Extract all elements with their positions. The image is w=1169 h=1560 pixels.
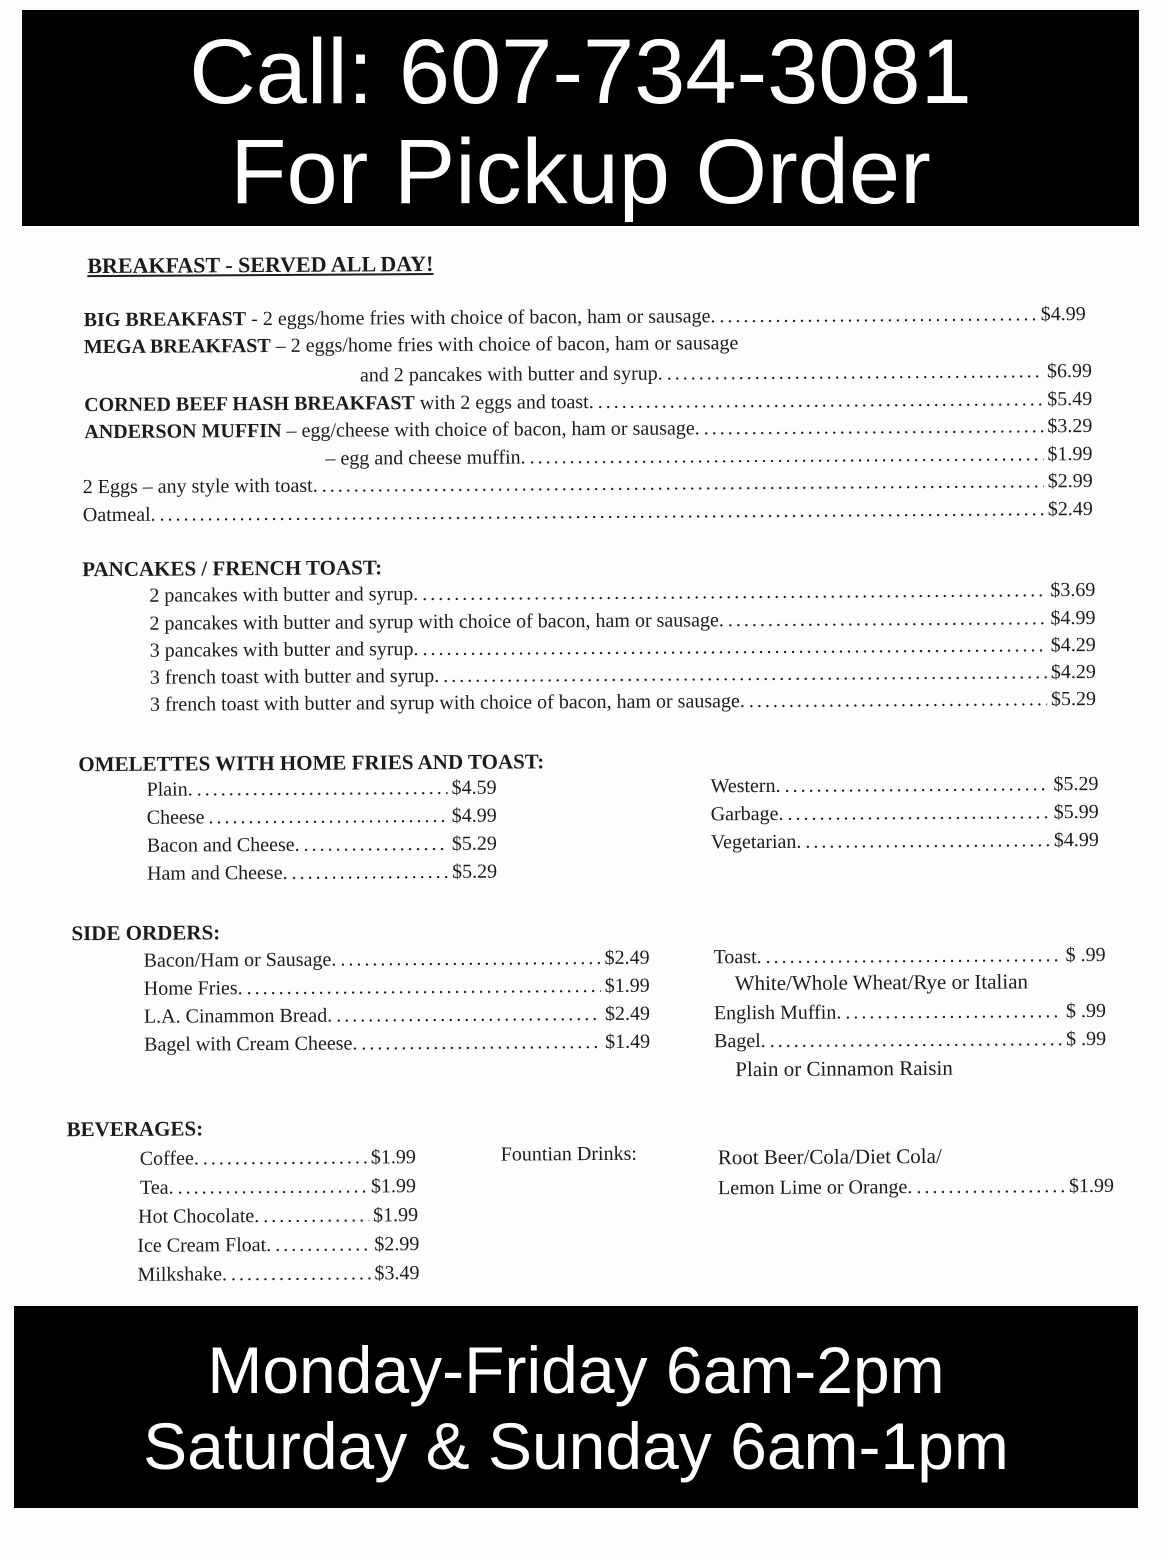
weekday-hours-text: Monday-Friday 6am-2pm [207, 1333, 945, 1407]
item-desc: 2 pancakes with butter and syrup. [149, 583, 419, 607]
leader-dots [336, 1001, 601, 1029]
menu-item [713, 942, 1105, 970]
item-desc: with 2 eggs and toast. [414, 391, 594, 415]
leader-dots [203, 1144, 367, 1171]
item-desc: – egg/cheese with choice of bacon, ham or sausage. [281, 417, 700, 442]
leader-dots [749, 686, 1047, 714]
item-price: $4.99 [1040, 303, 1086, 326]
fountain-drinks-flavors: Root Beer/Cola/Diet Cola/ [717, 1143, 942, 1170]
item-desc: Tea. [139, 1176, 174, 1199]
leader-dots [361, 1029, 601, 1056]
menu-item [360, 358, 1092, 388]
menu-item [149, 577, 1095, 609]
menu-item [84, 332, 739, 359]
omelettes-heading: OMELETTES WITH HOME FRIES AND TOAST: [78, 749, 545, 777]
menu-item [144, 945, 650, 974]
leader-dots [787, 799, 1049, 827]
menu-item [714, 1026, 1106, 1054]
menu-item [147, 803, 497, 831]
menu-item [146, 775, 496, 803]
item-desc: Plain. [146, 778, 193, 801]
hours-banner [14, 1306, 1138, 1508]
item-price: $1.49 [605, 1030, 651, 1053]
menu-item [83, 468, 1093, 500]
item-desc: Bagel. [714, 1029, 766, 1053]
menu-item [710, 771, 1098, 799]
item-desc: - 2 eggs/home fries with choice of bacon, ham or sausage. [246, 305, 716, 331]
leader-dots [291, 859, 448, 886]
item-desc: Toast. [713, 946, 762, 969]
menu-item [140, 1144, 416, 1172]
phone-number-text: Call: 607-734-3081 [189, 21, 972, 123]
item-price: $4.29 [1050, 633, 1096, 657]
item-price: $4.29 [1050, 660, 1096, 684]
leader-dots [340, 945, 600, 973]
menu-item [84, 413, 1092, 445]
leader-dots [322, 468, 1044, 498]
menu-item [718, 1173, 1114, 1201]
item-desc: Ice Cream Float. [137, 1234, 272, 1257]
pancakes-heading: PANCAKES / FRENCH TOAST: [82, 555, 383, 582]
menu-item [137, 1231, 419, 1259]
item-desc: Vegetarian. [710, 830, 802, 854]
item-price: $ .99 [1065, 943, 1106, 967]
leader-dots [231, 1260, 371, 1287]
item-desc: – egg and cheese muffin. [325, 446, 526, 470]
item-price: $1.99 [373, 1204, 419, 1227]
leader-dots [805, 827, 1050, 854]
leader-dots [247, 973, 601, 1001]
leader-dots [197, 775, 448, 803]
menu-item [144, 1001, 650, 1030]
leader-dots [422, 632, 1046, 662]
menu-item [140, 1173, 416, 1201]
item-price: $5.29 [1053, 772, 1099, 796]
item-price: $1.99 [1068, 1174, 1115, 1198]
leader-dots [845, 998, 1062, 1025]
leader-dots [443, 659, 1047, 689]
menu-item [150, 686, 1096, 718]
item-price: $5.29 [451, 832, 497, 855]
leader-dots [160, 496, 1044, 527]
item-desc: Milkshake. [137, 1263, 228, 1286]
item-price: $3.69 [1050, 578, 1096, 602]
item-price: $ .99 [1066, 1027, 1107, 1051]
menu-item [711, 799, 1099, 827]
leader-dots [766, 942, 1062, 970]
item-price: $ .99 [1065, 999, 1106, 1023]
leader-dots [275, 1231, 370, 1258]
item-desc: Garbage. [710, 802, 784, 826]
item-price: $1.99 [370, 1146, 416, 1169]
menu-item [137, 1260, 419, 1288]
menu-item [138, 1202, 418, 1230]
item-desc: 3 pancakes with butter and syrup. [149, 638, 419, 662]
menu-item [711, 827, 1099, 855]
menu-item [147, 859, 497, 887]
item-name: ANDERSON MUFFIN [84, 419, 282, 444]
item-desc: L.A. Cinammon Bread. [143, 1004, 333, 1028]
leader-dots [916, 1173, 1065, 1200]
item-desc: 3 french toast with butter and syrup. [149, 664, 440, 689]
item-price: $3.49 [374, 1262, 420, 1285]
item-price: $2.99 [1047, 469, 1093, 493]
leader-dots [530, 441, 1044, 470]
item-desc: 2 pancakes with butter and syrup with choice of bacon, ham or sausage. [149, 609, 724, 635]
leader-dots [728, 605, 1047, 633]
item-desc: and 2 pancakes with butter and syrup. [359, 362, 663, 387]
menu-item [147, 831, 497, 859]
item-price: $1.99 [1047, 442, 1093, 466]
item-price: $5.49 [1047, 387, 1093, 411]
item-price: $1.99 [370, 1175, 417, 1198]
item-price: $6.99 [1046, 359, 1093, 383]
menu-item [714, 998, 1106, 1026]
item-price: $3.29 [1047, 414, 1093, 438]
pickup-order-text: For Pickup Order [230, 121, 931, 223]
item-note: Plain or Cinnamon Raisin [735, 1055, 953, 1082]
menu-item [144, 1029, 650, 1058]
item-price: $5.29 [1050, 687, 1097, 711]
weekend-hours-text: Saturday & Sunday 6am-1pm [143, 1409, 1009, 1483]
item-desc: Hot Chocolate. [138, 1205, 260, 1228]
menu-item [144, 973, 650, 1002]
breakfast-heading: BREAKFAST - SERVED ALL DAY! [87, 251, 434, 279]
item-desc: 2 Eggs – any style with toast. [82, 474, 318, 499]
item-desc: Ham and Cheese. [146, 861, 288, 885]
menu-item [84, 301, 1086, 333]
item-desc: Home Fries. [143, 977, 243, 1000]
leader-dots [598, 386, 1044, 415]
item-price: $2.49 [604, 1002, 650, 1025]
item-name: CORNED BEEF HASH BREAKFAST [84, 392, 415, 417]
item-price: $4.99 [451, 804, 497, 827]
leader-dots [784, 771, 1049, 799]
leader-dots [719, 301, 1036, 329]
item-desc: Lemon Lime or Orange. [717, 1176, 913, 1200]
beverages-heading: BEVERAGES: [66, 1116, 204, 1142]
item-desc: 3 french toast with butter and syrup with choice of bacon, ham or sausage. [149, 690, 745, 716]
item-desc: Oatmeal. [82, 503, 156, 527]
item-price: $5.99 [1053, 800, 1099, 824]
item-price: $2.49 [604, 946, 650, 969]
side-orders-heading: SIDE ORDERS: [71, 920, 221, 946]
leader-dots [208, 803, 447, 830]
item-desc: Western. [710, 774, 781, 798]
item-desc: – 2 eggs/home fries with choice of bacon, ham or sausage [270, 332, 739, 358]
item-price: $2.49 [1047, 497, 1093, 521]
item-price: $2.99 [374, 1233, 420, 1256]
leader-dots [770, 1026, 1062, 1054]
item-price: $4.99 [1053, 828, 1099, 852]
item-price: $5.29 [451, 860, 498, 883]
leader-dots [263, 1202, 369, 1229]
menu-item [325, 441, 1092, 472]
fountain-drinks-label: Fountian Drinks: [500, 1142, 637, 1166]
item-note: White/Whole Wheat/Rye or Italian [734, 969, 1029, 996]
item-desc: Bacon/Ham or Sausage. [143, 948, 337, 972]
leader-dots [422, 577, 1046, 607]
leader-dots [177, 1173, 367, 1200]
item-name: MEGA BREAKFAST [83, 335, 271, 359]
item-name: BIG BREAKFAST [83, 308, 247, 332]
item-price: $4.99 [1050, 606, 1096, 630]
leader-dots [667, 358, 1043, 386]
leader-dots [704, 413, 1044, 441]
leader-dots [304, 831, 448, 858]
item-price: $1.99 [604, 974, 650, 997]
menu-item [83, 496, 1093, 528]
item-desc: Bacon and Cheese. [146, 833, 300, 857]
item-desc: Cheese [146, 806, 205, 829]
item-desc: Coffee. [139, 1147, 199, 1170]
item-desc: English Muffin. [713, 1001, 842, 1025]
item-desc: Bagel with Cream Cheese. [144, 1032, 358, 1056]
item-price: $4.59 [451, 776, 497, 799]
